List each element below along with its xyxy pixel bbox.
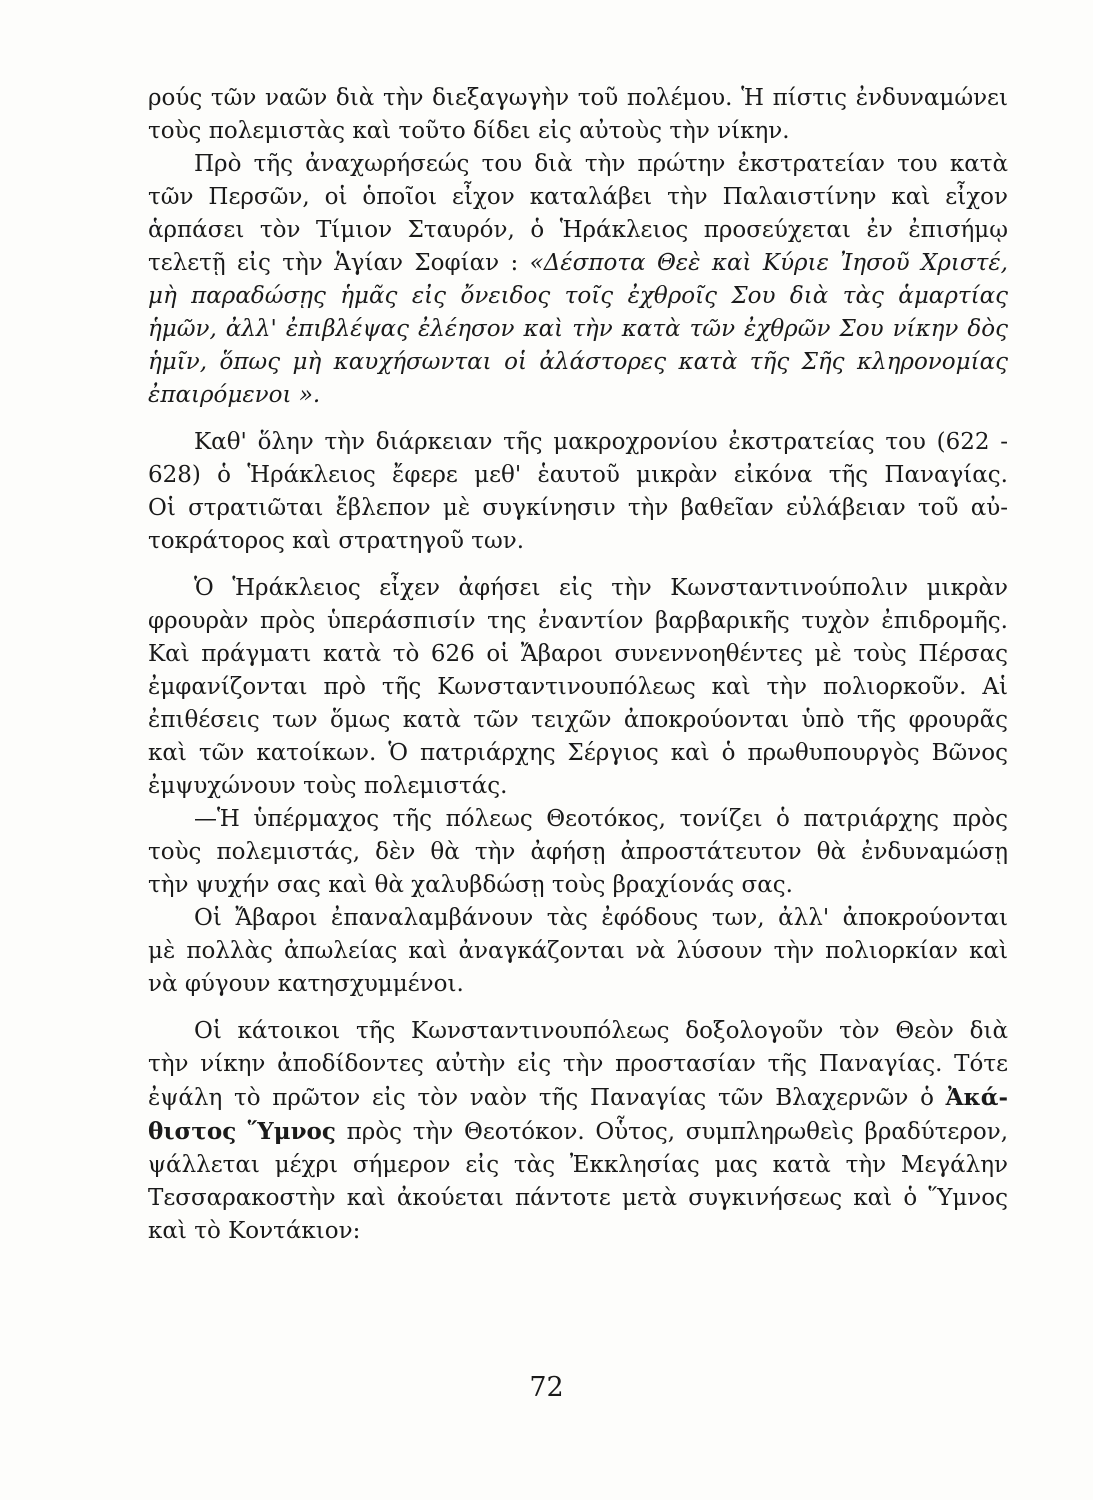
text-line: τοκράτορος καὶ στρατηγοῦ των. (148, 528, 525, 554)
text-run: ἐψάλη τὸ πρῶτον εἰς τὸν ναὸν τῆς Παναγίας τῶν Βλαχερνῶν ὁ (148, 1085, 946, 1111)
text-line (148, 1081, 1008, 1115)
text-line: ἐμψυχώνουν τοὺς πολεμιστάς. (148, 773, 508, 799)
prayer-quote: ἡμῶν, ἀλλ' ἐπιβλέψας ἐλέησον καὶ τὴν κατὰ τῶν ἐχθρῶν Σου νίκην δὸς (148, 316, 1008, 342)
paragraph-6 (148, 902, 1008, 1001)
body-text (148, 82, 1008, 1248)
text-line: νὰ φύγουν κατησχυμμένοι. (148, 971, 464, 997)
text-line: Τεσσαρακοστὴν καὶ ἀκούεται πάντοτε μετὰ συγκινήσεως καὶ ὁ Ὕμνος (148, 1185, 1008, 1211)
paragraph-2 (148, 148, 1008, 412)
text-run: τελετῇ εἰς τὴν Ἁγίαν Σοφίαν : (148, 250, 530, 276)
prayer-quote: ἡμῖν, ὅπως μὴ καυχήσωνται οἱ ἀλάστορες κατὰ τῆς Σῆς κληρονομίας (148, 349, 1008, 375)
text-line: ἐμφανίζονται πρὸ τῆς Κωνσταντινουπόλεως καὶ τὴν πολιορκοῦν. Αἱ (148, 674, 1008, 700)
text-line: ψάλλεται μέχρι σήμερον εἰς τὰς Ἐκκλησίας μας κατὰ τὴν Μεγάλην (148, 1152, 1008, 1178)
text-line: Καθ' ὅλην τὴν διάρκειαν τῆς μακροχρονίου ἐκστρατείας του (622 - (194, 429, 1008, 455)
text-line: τὴν ψυχήν σας καὶ θὰ χαλυβδώσῃ τοὺς βραχίονάς σας. (148, 872, 793, 898)
text-line: —Ἡ ὑπέρμαχος τῆς πόλεως Θεοτόκος, τονίζει ὁ πατριάρχης πρὸς (194, 806, 1008, 832)
text-line (148, 313, 1008, 346)
page-number: 72 (529, 1372, 564, 1403)
text-line (148, 247, 1008, 280)
prayer-quote: ἐπαιρόμενοι ». (148, 382, 321, 408)
text-line: ἐπιθέσεις των ὅμως κατὰ τῶν τειχῶν ἀποκρούονται ὑπὸ τῆς φρουρᾶς (148, 707, 1008, 733)
hymn-title: Ἀκά- (945, 1084, 1008, 1111)
text-line: 628) ὁ Ἡράκλειος ἔφερε μεθ' ἑαυτοῦ μικρὰν εἰκόνα τῆς Παναγίας. (148, 462, 1008, 488)
text-line (148, 1115, 1008, 1149)
prayer-quote: «Δέσποτα Θεὲ καὶ Κύριε Ἰησοῦ Χριστέ, (529, 250, 1008, 276)
text-line: Οἱ Ἄβαροι ἐπαναλαμβάνουν τὰς ἐφόδους των, ἀλλ' ἀποκρούονται (194, 905, 1008, 931)
text-line (148, 346, 1008, 379)
paragraph-5 (148, 803, 1008, 902)
text-line: τοὺς πολεμιστὰς καὶ τοῦτο δίδει εἰς αὐτοὺς τὴν νίκην. (148, 118, 790, 144)
text-run: πρὸς τὴν Θεοτόκον. Οὗτος, συμπληρωθεὶς βραδύτερον, (335, 1119, 1009, 1145)
text-line: Πρὸ τῆς ἀναχωρήσεώς του διὰ τὴν πρώτην ἐκστρατείαν του κατὰ (194, 151, 1008, 177)
text-line: ἁρπάσει τὸν Τίμιον Σταυρόν, ὁ Ἡράκλειος προσεύχεται ἐν ἐπισήμῳ (148, 217, 1008, 243)
text-line: Ὁ Ἡράκλειος εἶχεν ἀφήσει εἰς τὴν Κωνσταντινούπολιν μικρὰν (194, 575, 1008, 601)
paragraph-3 (148, 426, 1008, 558)
paragraph-4 (148, 572, 1008, 803)
text-line: τῶν Περσῶν, οἱ ὁποῖοι εἶχον καταλάβει τὴν Παλαιστίνην καὶ εἶχον (148, 184, 1008, 210)
prayer-quote: μὴ παραδώσῃς ἡμᾶς εἰς ὄνειδος τοῖς ἐχθροῖς Σου διὰ τὰς ἁμαρτίας (148, 283, 1008, 309)
text-line: τοὺς πολεμιστάς, δὲν θὰ τὴν ἀφήσῃ ἀπροστάτευτον θὰ ἐνδυναμώσῃ (148, 839, 1008, 865)
paragraph-7 (148, 1015, 1008, 1248)
text-line: Οἱ στρατιῶται ἔβλεπον μὲ συγκίνησιν τὴν βαθεῖαν εὐλάβειαν τοῦ αὐ- (148, 495, 1008, 521)
text-line: Καὶ πράγματι κατὰ τὸ 626 οἱ Ἄβαροι συνεννοηθέντες μὲ τοὺς Πέρσας (148, 641, 1008, 667)
paragraph-1 (148, 82, 1008, 148)
text-line: Οἱ κάτοικοι τῆς Κωνσταντινουπόλεως δοξολογοῦν τὸν Θεὸν διὰ (194, 1018, 1008, 1044)
text-line (148, 280, 1008, 313)
text-line: τὴν νίκην ἀποδίδοντες αὐτὴν εἰς τὴν προστασίαν τῆς Παναγίας. Τότε (148, 1051, 1008, 1077)
text-line: μὲ πολλὰς ἀπωλείας καὶ ἀναγκάζονται νὰ λύσουν τὴν πολιορκίαν καὶ (148, 938, 1008, 964)
text-line: ρούς τῶν ναῶν διὰ τὴν διεξαγωγὴν τοῦ πολέμου. Ἡ πίστις ἐνδυναμώνει (148, 85, 1008, 111)
text-line: καὶ τῶν κατοίκων. Ὁ πατριάρχης Σέργιος καὶ ὁ πρωθυπουργὸς Βῶνος (148, 740, 1008, 766)
hymn-title: θιστος Ὕμνος (148, 1118, 336, 1145)
text-line: φρουρὰν πρὸς ὑπεράσπισίν της ἐναντίον βαρβαρικῆς τυχὸν ἐπιδρομῆς. (148, 608, 1008, 634)
text-line (148, 379, 1008, 412)
text-line: καὶ τὸ Κοντάκιον: (148, 1218, 361, 1244)
